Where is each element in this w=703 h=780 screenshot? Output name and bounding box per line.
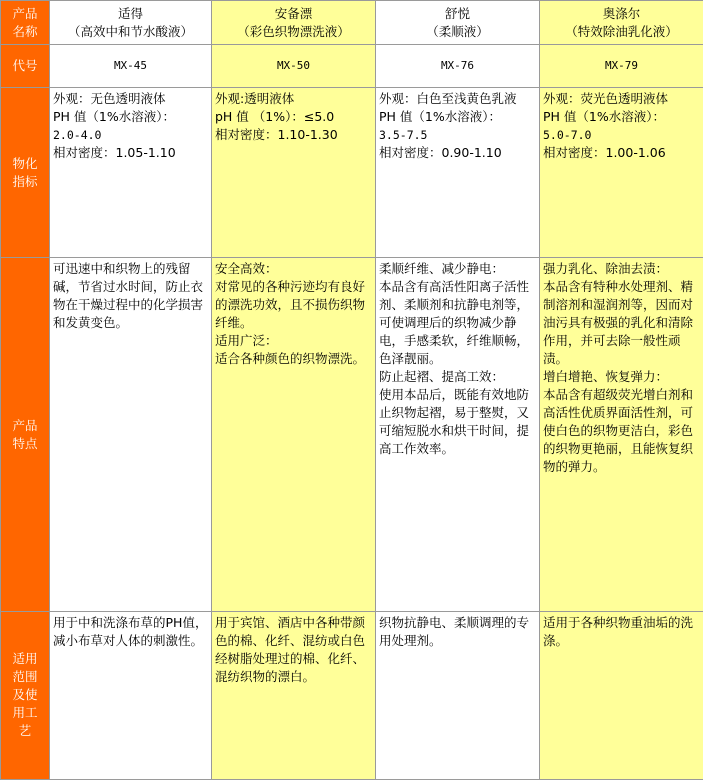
row-header-features-line: 特点 <box>12 435 38 451</box>
physical-line: 2.0-4.0 <box>53 128 102 143</box>
row-header-usage-line: 适用 <box>12 651 38 667</box>
row-usage <box>1 611 703 779</box>
usage-cell <box>50 611 212 779</box>
product-name: 安备漂 <box>274 5 313 21</box>
physical-line: PH 值（1%水溶液）： <box>53 109 175 125</box>
physical-line: pH 值 （1%）：≤5.0 <box>215 109 335 125</box>
product-code: MX-45 <box>50 45 212 88</box>
physical-line: 相对密度：0.90-1.10 <box>379 145 502 161</box>
features-heading: 增白增艳、恢复弹力： <box>543 369 669 385</box>
features-heading: 适用广泛： <box>215 333 278 349</box>
physical-line: 相对密度：1.10-1.30 <box>215 127 338 143</box>
physical-cell <box>50 88 212 258</box>
row-product-name <box>1 1 703 45</box>
features-heading: 柔顺纤维、减少静电： <box>379 261 505 277</box>
physical-line: 外观：白色至浅黄色乳液 <box>379 91 517 107</box>
usage-text: 用于宾馆、酒店中各种带颜色的棉、化纤、混纺或白色经树脂处理过的棉、化纤、混纺织物的漂白。 <box>215 614 366 684</box>
row-product-features <box>1 258 703 611</box>
row-product-code <box>1 45 703 88</box>
features-heading: 防止起褶、提高工效： <box>379 369 505 385</box>
physical-cell <box>212 88 376 258</box>
row-physical-indices <box>1 88 703 258</box>
row-header-features-line: 产品 <box>12 417 38 433</box>
product-name: 适得 <box>117 5 143 21</box>
product-name: 舒悦 <box>444 5 470 21</box>
physical-line: 3.5-7.5 <box>379 128 428 143</box>
features-text: 本品含有高活性阳离子活性剂、柔顺剂和抗静电剂等，可使调理后的织物减少静电，手感柔软，纤维顺畅，色泽靓丽。 <box>379 279 530 367</box>
features-text: 对常见的各种污迹均有良好的漂洗功效，且不损伤织物纤维。 <box>215 279 366 331</box>
product-subtitle: （彩色织物漂洗液） <box>237 23 350 39</box>
physical-line: 相对密度：1.00-1.06 <box>543 145 666 161</box>
physical-cell <box>540 88 703 258</box>
physical-cell <box>376 88 540 258</box>
product-name-cell <box>540 1 703 45</box>
row-header-features <box>1 258 50 611</box>
features-cell <box>376 258 540 611</box>
product-name-cell <box>50 1 212 45</box>
row-header-name <box>1 1 50 45</box>
physical-line: PH 值（1%水溶液）： <box>543 109 665 125</box>
features-text: 使用本品后，既能有效地防止织物起褶，易于整熨，又可缩短脱水和烘干时间，提高工作效率。 <box>379 387 530 457</box>
row-header-name-line: 名称 <box>12 23 38 39</box>
features-cell <box>212 258 376 611</box>
physical-line: 相对密度：1.05-1.10 <box>53 145 176 161</box>
features-text: 可迅速中和织物上的残留碱，节省过水时间，防止衣物在干燥过程中的化学损害和发黄变色。 <box>53 261 204 331</box>
product-name-cell <box>376 1 540 45</box>
features-text: 本品含有特种水处理剂、精制溶剂和湿润剂等，因而对油污具有极强的乳化和清除作用，并可去除一般性顽渍。 <box>543 279 694 367</box>
row-header-code: 代号 <box>1 45 50 88</box>
usage-text: 织物抗静电、柔顺调理的专用处理剂。 <box>379 614 530 648</box>
usage-text: 用于中和洗涤布草的PH值，减小布草对人体的刺激性。 <box>53 614 208 648</box>
product-subtitle: （特效除油乳化液） <box>565 23 678 39</box>
product-name: 奥涤尔 <box>602 5 641 21</box>
product-subtitle: （高效中和节水酸液） <box>67 23 193 39</box>
usage-text: 适用于各种织物重油垢的洗涤。 <box>543 614 694 648</box>
features-heading: 安全高效： <box>215 261 278 277</box>
row-header-physical <box>1 88 50 258</box>
product-subtitle: （柔顺液） <box>426 23 489 39</box>
product-code: MX-76 <box>376 45 540 88</box>
features-text: 适合各种颜色的织物漂洗。 <box>215 351 366 367</box>
features-cell <box>50 258 212 611</box>
physical-line: 外观：荧光色透明液体 <box>543 91 669 107</box>
usage-cell <box>212 611 376 779</box>
row-header-usage-line: 及使 <box>12 687 38 703</box>
physical-line: 外观：无色透明液体 <box>53 91 166 107</box>
product-name-cell <box>212 1 376 45</box>
row-header-usage <box>1 611 50 779</box>
row-header-name-line: 产品 <box>12 5 38 21</box>
row-header-usage-line: 艺 <box>18 723 32 739</box>
features-text: 本品含有超级荧光增白剂和高活性优质界面活性剂，可使白色的织物更洁白，彩色的织物更艳丽，且能恢复织物的弹力。 <box>543 387 694 475</box>
usage-cell <box>376 611 540 779</box>
physical-line: 外观:透明液体 <box>215 91 295 107</box>
product-code: MX-50 <box>212 45 376 88</box>
row-header-physical-line: 物化 <box>12 155 38 171</box>
row-header-usage-line: 用工 <box>12 705 38 721</box>
usage-cell <box>540 611 703 779</box>
physical-line: 5.0-7.0 <box>543 128 592 143</box>
row-header-physical-line: 指标 <box>12 173 38 189</box>
product-code: MX-79 <box>540 45 703 88</box>
features-cell <box>540 258 703 611</box>
row-header-usage-line: 范围 <box>12 669 38 685</box>
features-heading: 强力乳化、除油去渍： <box>543 261 669 277</box>
physical-line: PH 值（1%水溶液）： <box>379 109 501 125</box>
